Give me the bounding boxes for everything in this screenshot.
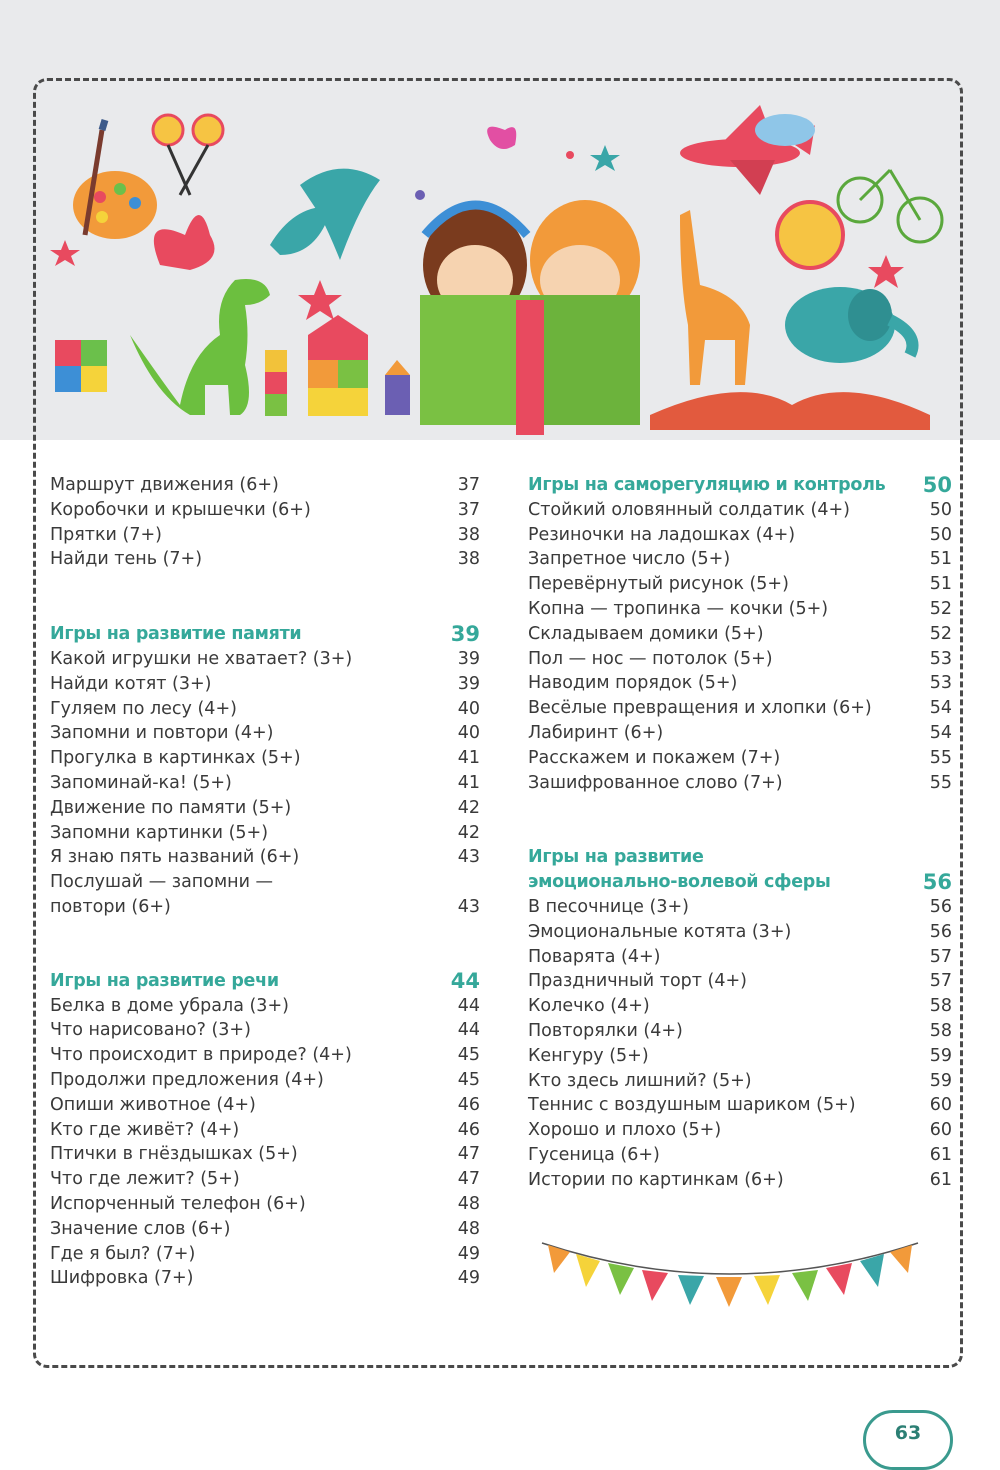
entry-title: Продолжи предложения (4+)	[50, 1069, 324, 1090]
entry-title: Запретное число (5+)	[528, 549, 731, 570]
entry-page: 43	[457, 847, 480, 868]
entry-title: Эмоциональные котята (3+)	[528, 921, 792, 942]
toc-entry	[528, 1143, 952, 1168]
entry-page: 39	[457, 648, 480, 669]
entry-title: Наводим порядок (5+)	[528, 673, 738, 694]
toc-entry	[50, 1192, 480, 1217]
entry-page: 50	[929, 499, 952, 520]
entry-title: Коробочки и крышечки (6+)	[50, 499, 311, 520]
entry-title: Запомни картинки (5+)	[50, 822, 269, 843]
entry-title: Что нарисовано? (3+)	[50, 1020, 251, 1041]
entry-title: Гусеница (6+)	[528, 1144, 660, 1165]
section-gap	[528, 795, 952, 845]
entry-title: Я знаю пять названий (6+)	[50, 847, 300, 868]
entry-page: 54	[929, 698, 952, 719]
toc-entry	[528, 671, 952, 696]
entry-title: Что происходит в природе? (4+)	[50, 1045, 352, 1066]
toc-entry	[528, 1044, 952, 1069]
entry-page: 41	[457, 772, 480, 793]
toc-entry	[50, 672, 480, 697]
entry-page: 47	[457, 1169, 480, 1190]
entry-title: Прогулка в картинках (5+)	[50, 748, 301, 769]
entry-page: 47	[457, 1144, 480, 1165]
entry-page: 60	[929, 1120, 952, 1141]
entry-page: 53	[929, 673, 952, 694]
entry-page: 59	[929, 1045, 952, 1066]
entry-title: Найди тень (7+)	[50, 549, 203, 570]
toc-entry	[50, 1266, 480, 1291]
entry-page: 54	[929, 722, 952, 743]
heading-page: 44	[450, 968, 480, 993]
toc-entry	[528, 1118, 952, 1143]
toc-entry	[50, 647, 480, 672]
entry-title: Кто где живёт? (4+)	[50, 1119, 240, 1140]
heading-page: 50	[922, 473, 952, 497]
entry-page: 44	[457, 1020, 480, 1041]
entry-page: 41	[457, 748, 480, 769]
entry-title: Запоминай-ка! (5+)	[50, 772, 232, 793]
toc-entry	[50, 1118, 480, 1143]
heading-title: Игры на саморегуляцию и контроль	[528, 475, 886, 495]
entry-page: 51	[929, 549, 952, 570]
toc-entry	[50, 1242, 480, 1267]
page-number: 63	[894, 1422, 922, 1444]
entry-page: 48	[457, 1218, 480, 1239]
toc-entry	[50, 1018, 480, 1043]
entry-title: Запомни и повтори (4+)	[50, 723, 274, 744]
entry-title: Резиночки на ладошках (4+)	[528, 524, 796, 545]
section-heading-emotional-line2	[528, 870, 952, 895]
heading-page: 39	[450, 622, 480, 647]
entry-page: 56	[929, 896, 952, 917]
toc-entry-line1	[50, 870, 480, 895]
entry-title: Хорошо и плохо (5+)	[528, 1120, 722, 1141]
entry-title: В песочнице (3+)	[528, 896, 689, 917]
entry-page: 39	[457, 673, 480, 694]
heading-title: Игры на развитие памяти	[50, 624, 302, 645]
entry-title: Что где лежит? (5+)	[50, 1169, 240, 1190]
toc-entry	[528, 572, 952, 597]
entry-title: Найди котят (3+)	[50, 673, 212, 694]
heading-page: 56	[922, 870, 952, 895]
entry-title: Складываем домики (5+)	[528, 623, 764, 644]
entry-title: Кто здесь лишний? (5+)	[528, 1070, 752, 1091]
section-heading-speech	[50, 969, 480, 994]
toc-entry	[528, 1069, 952, 1094]
entry-title: Маршрут движения (6+)	[50, 475, 279, 495]
toc-entry	[528, 920, 952, 945]
toc-entry	[528, 597, 952, 622]
toc-entry	[528, 523, 952, 548]
entry-page: 45	[457, 1045, 480, 1066]
entry-page: 50	[929, 524, 952, 545]
section-gap	[50, 572, 480, 622]
entry-title: Движение по памяти (5+)	[50, 797, 292, 818]
entry-page: 52	[929, 598, 952, 619]
entry-title: повтори (6+)	[50, 896, 171, 917]
toc-entry	[528, 994, 952, 1019]
entry-page: 61	[929, 1144, 952, 1165]
section-heading-memory	[50, 622, 480, 647]
entry-page: 43	[457, 896, 480, 917]
toc-entry	[528, 945, 952, 970]
entry-title: Значение слов (6+)	[50, 1218, 231, 1239]
entry-page: 37	[457, 499, 480, 520]
toc-entry	[50, 796, 480, 821]
entry-title: Перевёрнутый рисунок (5+)	[528, 574, 789, 595]
entry-page: 46	[457, 1119, 480, 1140]
section-heading-emotional-line1	[528, 845, 952, 870]
toc-entry	[528, 1093, 952, 1118]
entry-page: 45	[457, 1069, 480, 1090]
entry-title: Птички в гнёздышках (5+)	[50, 1144, 298, 1165]
entry-title: Теннис с воздушным шариком (5+)	[528, 1095, 856, 1116]
entry-title: Истории по картинкам (6+)	[528, 1169, 784, 1190]
toc-entry	[50, 845, 480, 870]
toc-entry	[50, 746, 480, 771]
entry-title: Прятки (7+)	[50, 524, 162, 545]
heading-title: эмоционально-волевой сферы	[528, 872, 831, 893]
toc-entry-line2	[50, 895, 480, 920]
entry-page: 59	[929, 1070, 952, 1091]
entry-title: Праздничный торт (4+)	[528, 971, 747, 992]
toc-entry	[50, 1167, 480, 1192]
toc-entry	[50, 771, 480, 796]
entry-page: 42	[457, 797, 480, 818]
bunting-garland-icon	[540, 1235, 920, 1315]
entry-page: 60	[929, 1095, 952, 1116]
toc-entry	[528, 622, 952, 647]
toc-entry	[50, 1142, 480, 1167]
entry-page: 55	[929, 772, 952, 793]
toc-right-column	[528, 473, 952, 1193]
entry-page: 57	[929, 946, 952, 967]
toc-entry	[50, 1093, 480, 1118]
toc-entry	[528, 647, 952, 672]
toc-entry	[50, 547, 480, 572]
toc-entry	[528, 1168, 952, 1193]
entry-title: Опиши животное (4+)	[50, 1094, 256, 1115]
toc-entry	[50, 1068, 480, 1093]
entry-title: Белка в доме убрала (3+)	[50, 995, 289, 1016]
entry-page: 49	[457, 1268, 480, 1289]
entry-page: 52	[929, 623, 952, 644]
toc-entry	[50, 821, 480, 846]
entry-page: 40	[457, 723, 480, 744]
toc-entry	[50, 994, 480, 1019]
entry-page: 44	[457, 995, 480, 1016]
entry-page: 48	[457, 1193, 480, 1214]
toc-entry	[528, 721, 952, 746]
toc-left-column	[50, 473, 480, 1291]
toc-entry	[528, 1019, 952, 1044]
entry-page: 38	[457, 524, 480, 545]
entry-page: 37	[457, 475, 480, 495]
toc-entry	[50, 498, 480, 523]
entry-title: Кенгуру (5+)	[528, 1045, 649, 1066]
entry-title: Поварята (4+)	[528, 946, 661, 967]
toc-entry	[528, 547, 952, 572]
entry-title: Стойкий оловянный солдатик (4+)	[528, 499, 850, 520]
entry-page: 56	[929, 921, 952, 942]
entry-page: 55	[929, 747, 952, 768]
toc-entry	[528, 498, 952, 523]
entry-title: Пол — нос — потолок (5+)	[528, 648, 773, 669]
toc-entry	[50, 1217, 480, 1242]
toc-entry	[528, 969, 952, 994]
entry-title: Колечко (4+)	[528, 996, 650, 1017]
entry-page: 57	[929, 971, 952, 992]
toc-entry	[528, 771, 952, 796]
entry-page: 58	[929, 1020, 952, 1041]
entry-title: Какой игрушки не хватает? (3+)	[50, 648, 353, 669]
toc-entry	[50, 721, 480, 746]
toc-entry	[50, 473, 480, 498]
entry-title: Весёлые превращения и хлопки (6+)	[528, 698, 872, 719]
entry-page: 51	[929, 574, 952, 595]
toc-entry	[50, 697, 480, 722]
entry-title: Послушай — запомни —	[50, 872, 274, 893]
entry-title: Гуляем по лесу (4+)	[50, 698, 237, 719]
entry-page: 46	[457, 1094, 480, 1115]
heading-title: Игры на развитие речи	[50, 970, 279, 991]
entry-page: 49	[457, 1243, 480, 1264]
entry-title: Шифровка (7+)	[50, 1268, 194, 1289]
entry-page: 58	[929, 996, 952, 1017]
entry-page: 40	[457, 698, 480, 719]
toc-entry	[528, 696, 952, 721]
entry-title: Где я был? (7+)	[50, 1243, 196, 1264]
entry-page: 38	[457, 549, 480, 570]
entry-title: Лабиринт (6+)	[528, 722, 664, 743]
page-number-badge	[863, 1410, 953, 1470]
entry-page: 53	[929, 648, 952, 669]
toc-entry	[528, 746, 952, 771]
entry-page: 42	[457, 822, 480, 843]
entry-title: Испорченный телефон (6+)	[50, 1193, 306, 1214]
entry-page: 61	[929, 1169, 952, 1190]
entry-title: Расскажем и покажем (7+)	[528, 747, 781, 768]
section-heading-self-regulation	[528, 473, 952, 498]
entry-title: Зашифрованное слово (7+)	[528, 772, 783, 793]
entry-title: Копна — тропинка — кочки (5+)	[528, 598, 829, 619]
toc-entry	[50, 1043, 480, 1068]
entry-title: Повторялки (4+)	[528, 1020, 683, 1041]
toc-entry	[50, 523, 480, 548]
section-gap	[50, 920, 480, 969]
heading-title: Игры на развитие	[528, 847, 704, 868]
toc-entry	[528, 895, 952, 920]
